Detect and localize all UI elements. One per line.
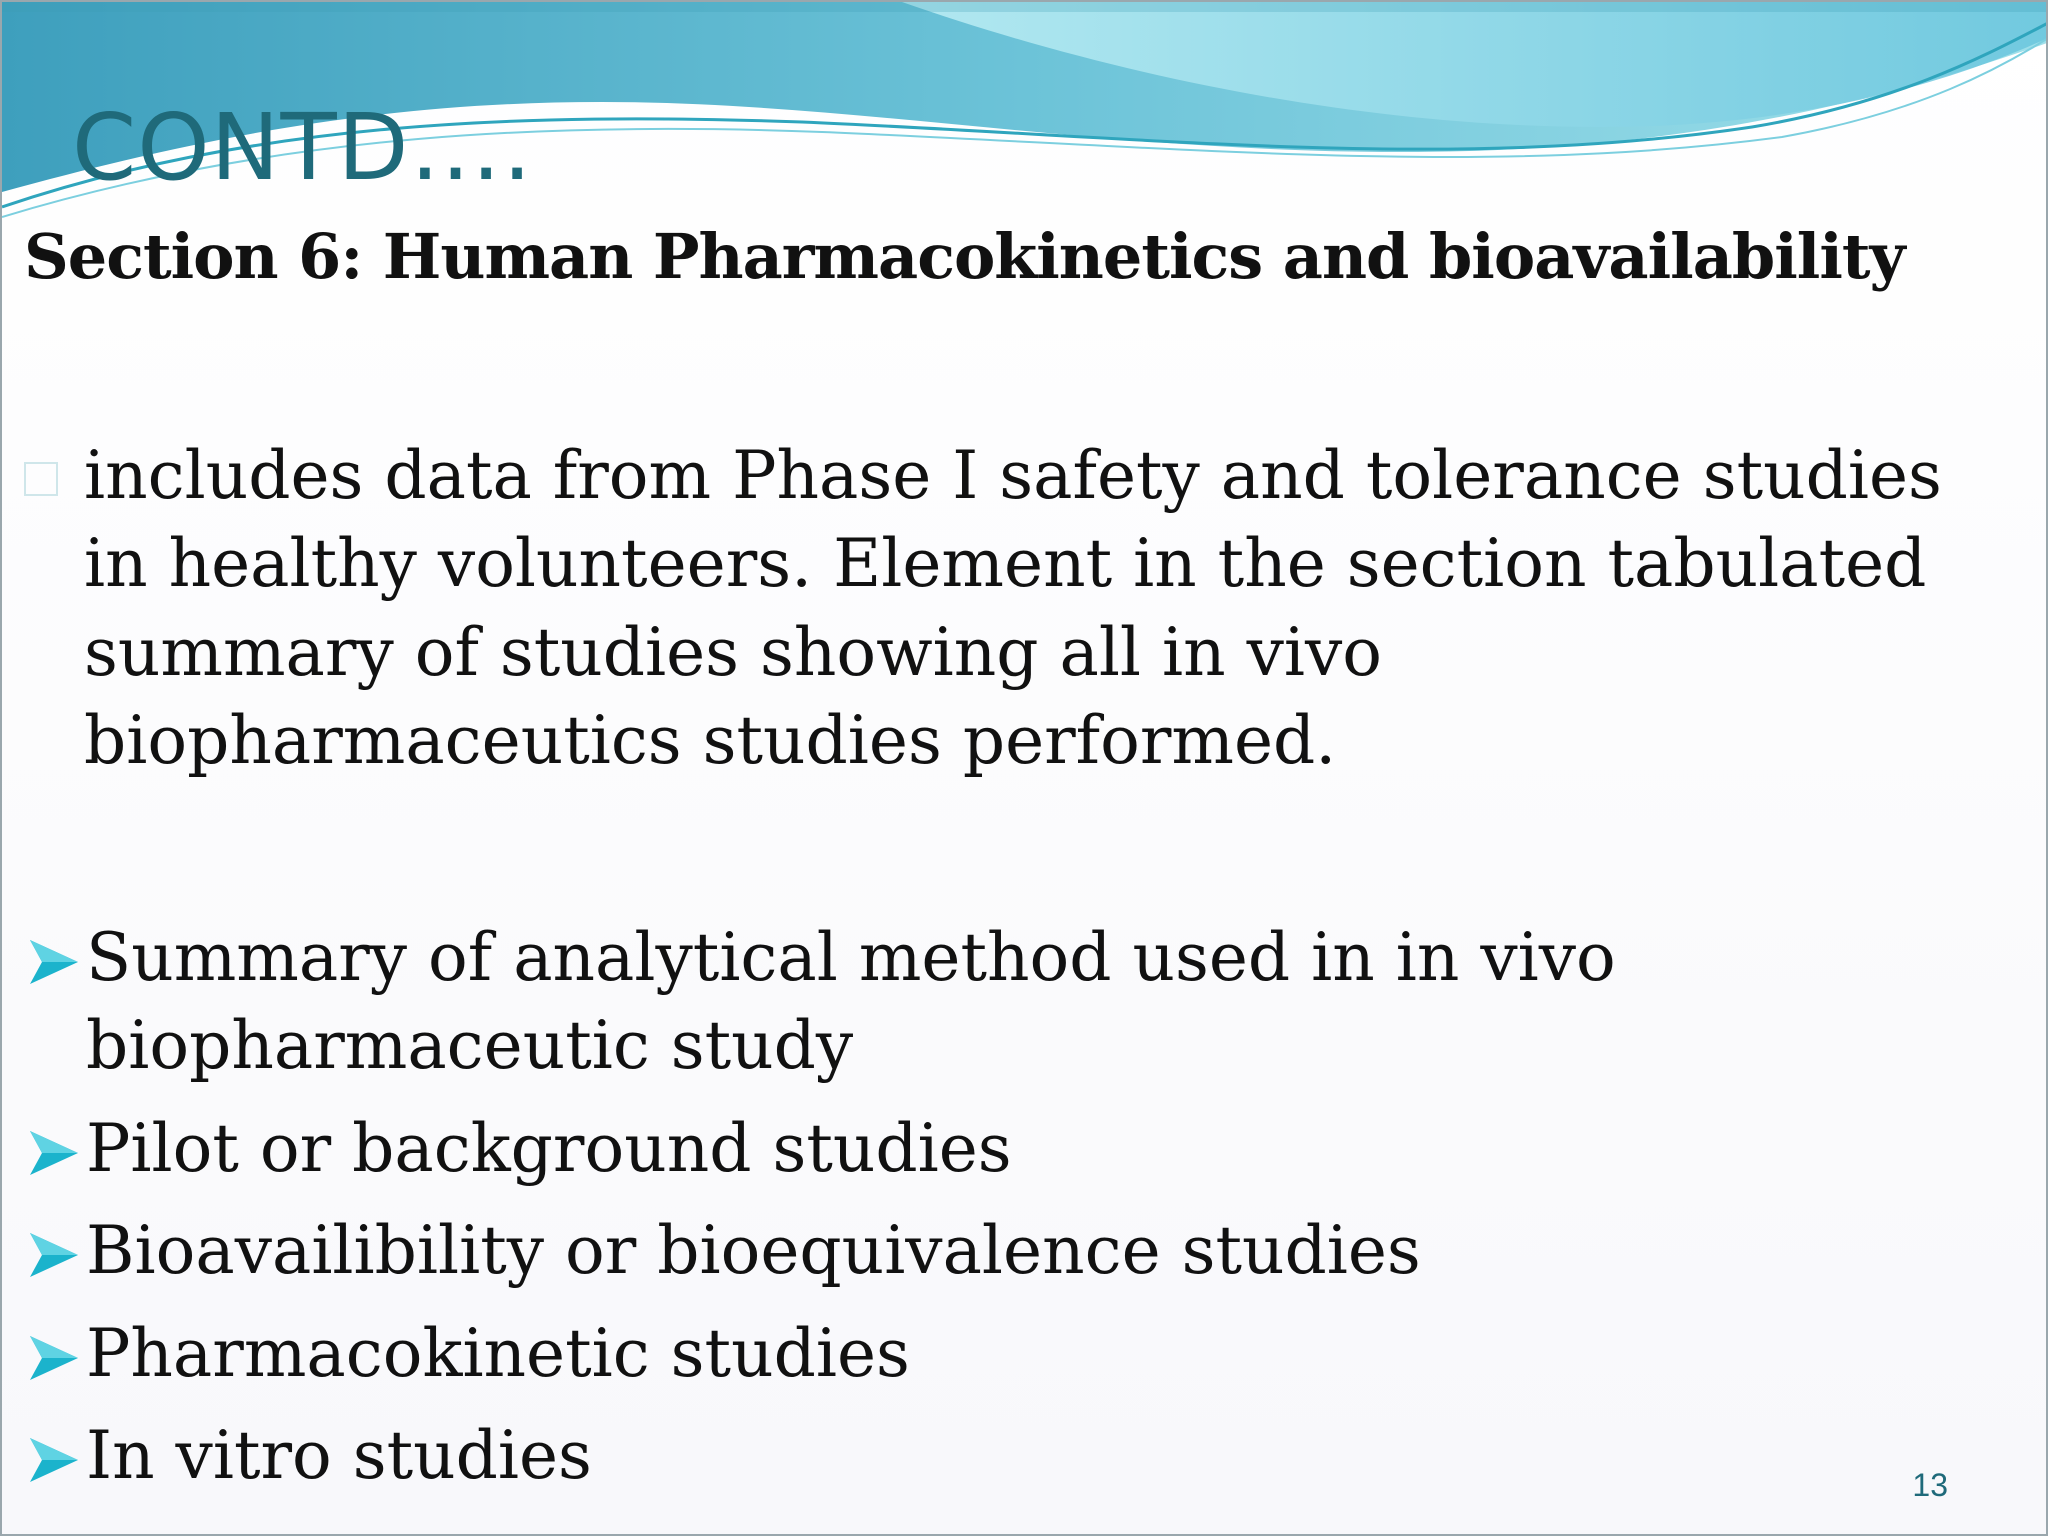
arrow-bullet-icon [24,1225,84,1285]
arrow-bullet-icon [24,1123,84,1183]
bullet-text: Bioavailibility or bioequivalence studies [86,1212,1421,1290]
arrow-bullet-icon [24,1328,84,1388]
bullet-list [24,914,1984,1515]
list-item [24,914,1984,1091]
page-number: 13 [1912,1467,1948,1503]
intro-paragraph [24,432,1984,786]
bullet-text: Pharmacokinetic studies [86,1314,910,1392]
bullet-text: In vitro studies [86,1417,592,1495]
list-item [24,1105,1984,1193]
bullet-text: Pilot or background studies [86,1109,1012,1187]
paragraph-text: includes data from Phase I safety and tolerance studies in healthy volunteers. Element in the section tabulated summary of studies showing all in vivo biopharmaceutics studies performed. [84,437,1942,780]
list-item [24,1310,1984,1398]
arrow-bullet-icon [24,932,84,992]
slide-title: CONTD…. [72,94,533,201]
list-item [24,1207,1984,1295]
arrow-bullet-icon [24,1430,84,1490]
section-heading: Section 6: Human Pharmacokinetics and bioavailability [24,220,1905,293]
list-item [24,1412,1984,1500]
bullet-text: Summary of analytical method used in in vivo biopharmaceutic study [86,919,1616,1085]
square-bullet-icon [24,462,58,496]
